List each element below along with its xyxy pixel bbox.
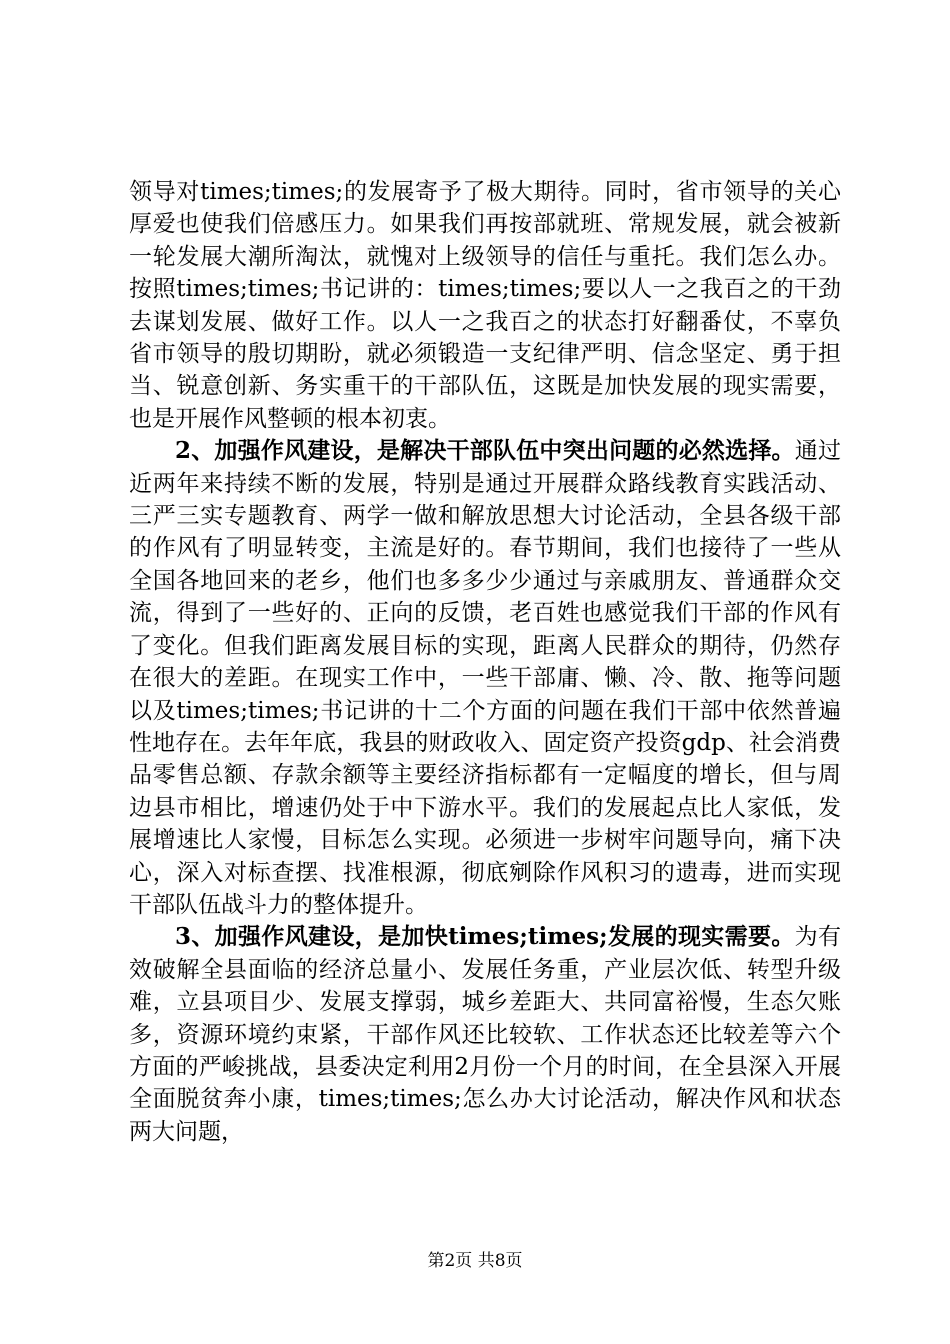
paragraph-3	[129, 921, 841, 1148]
paragraph-2	[129, 435, 841, 921]
paragraph-2-text: 通过近两年来持续不断的发展，特别是通过开展群众路线教育实践活动、三严三实专题教育、两学一做和解放思想大讨论活动，全县各级干部的作风有了明显转变，主流是好的。春节期间，我们也接待了一些从全国各地回来的老乡，他们也多多少少通过与亲戚朋友、普通群众交流，得到了一些好的、正向的反馈，老百姓也感觉我们干部的作风有了变化。但我们距离发展目标的实现，距离人民群众的期待，仍然存在很大的差距。在现实工作中，一些干部庸、懒、冷、散、拖等问题以及times;times;书记讲的十二个方面的问题在我们干部中依然普遍性地存在。去年年底，我县的财政收入、固定资产投资gdp、社会消费品零售总额、存款余额等主要经济指标都有一定幅度的增长，但与周边县市相比，增速仍处于中下游水平。我们的发展起点比人家低，发展增速比人家慢，目标怎么实现。必须进一步树牢问题导向，痛下决心，深入对标查摆、找准根源，彻底剜除作风积习的遗毒，进而实现干部队伍战斗力的整体提升。	[129, 438, 841, 918]
document-body	[129, 176, 841, 1148]
section-2-heading: 2、加强作风建设，是解决干部队伍中突出问题的必然选择。	[175, 437, 795, 465]
paragraph-1-text: 领导对times;times;的发展寄予了极大期待。同时，省市领导的关心厚爱也使我们倍感压力。如果我们再按部就班、常规发展，就会被新一轮发展大潮所淘汰，就愧对上级领导的信任与重托。我们怎么办。按照times;times;书记讲的：times;times;要以人一之我百之的干劲去谋划发展、做好工作。以人一之我百之的状态打好翻番仗，不辜负省市领导的殷切期盼，就必须锻造一支纪律严明、信念坚定、勇于担当、锐意创新、务实重干的干部队伍，这既是加快发展的现实需要，也是开展作风整顿的根本初衷。	[129, 179, 841, 432]
page-number-label: 第2页 共8页	[427, 1251, 523, 1271]
section-3-heading: 3、加强作风建设，是加快times;times;发展的现实需要。	[175, 923, 795, 951]
paragraph-1	[129, 176, 841, 435]
paragraph-3-text: 为有效破解全县面临的经济总量小、发展任务重，产业层次低、转型升级难，立县项目少、发展支撑弱，城乡差距大、共同富裕慢，生态欠账多，资源环境约束紧，干部作风还比较软、工作状态还比较差等六个方面的严峻挑战，县委决定利用2月份一个月的时间，在全县深入开展全面脱贫奔小康，times;times;怎么办大讨论活动，解决作风和状态两大问题，	[129, 924, 842, 1145]
page-footer	[0, 1246, 950, 1271]
